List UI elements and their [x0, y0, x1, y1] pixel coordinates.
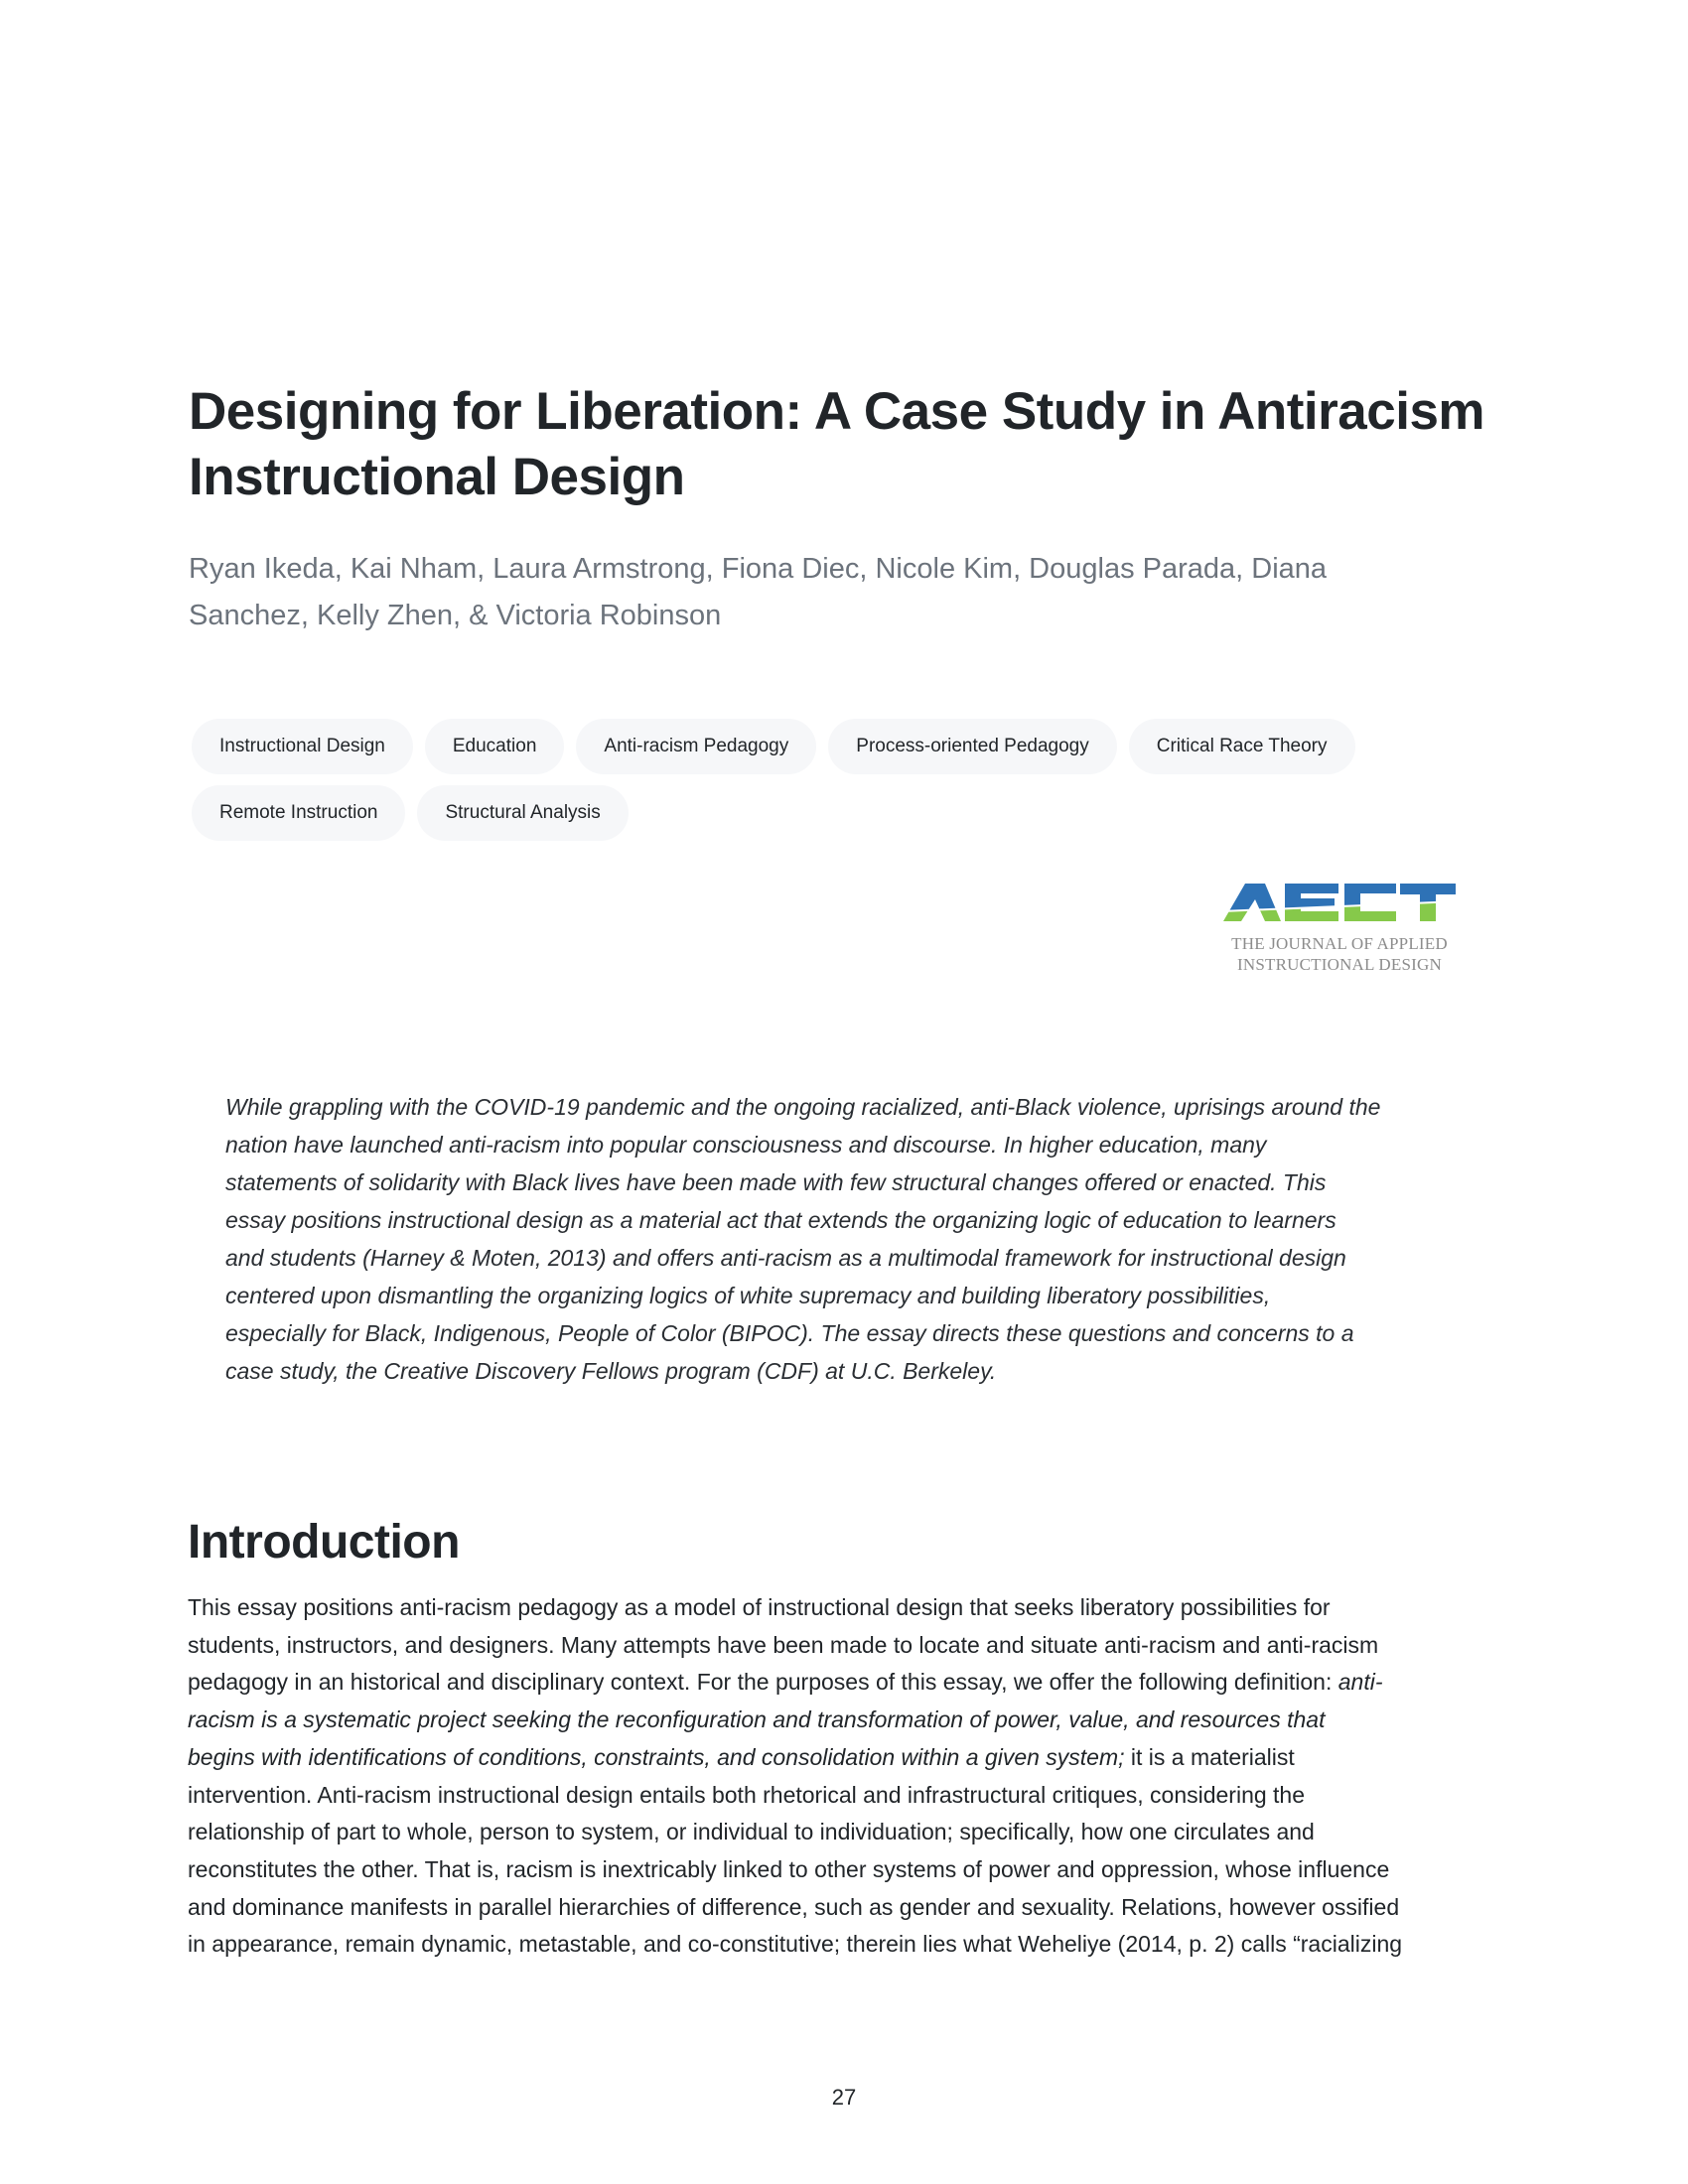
tag-process-oriented-pedagogy[interactable]: Process-oriented Pedagogy	[828, 719, 1116, 774]
introduction-paragraph	[188, 1589, 1506, 1964]
body-line	[188, 1777, 1506, 1815]
body-text: and dominance manifests in parallel hierarchies of difference, such as gender and sexuality. Relations, however ossified	[188, 1893, 1400, 1920]
body-text: reconstitutes the other. That is, racism is inextricably linked to other systems of power and oppression, whose influence	[188, 1855, 1390, 1882]
tag-anti-racism-pedagogy[interactable]: Anti-racism Pedagogy	[576, 719, 816, 774]
italic-definition-text: begins with identifications of conditions, constraints, and consolidation within a given system;	[188, 1743, 1125, 1770]
body-text: relationship of part to whole, person to system, or individual to individuation; specifically, how one circulates and	[188, 1819, 1315, 1845]
author-line: Ryan Ikeda, Kai Nham, Laura Armstrong, Fiona Diec, Nicole Kim, Douglas Parada, Diana	[189, 553, 1328, 585]
body-text: intervention. Anti-racism instructional design entails both rhetorical and infrastructural critiques, considering the	[188, 1781, 1306, 1808]
abstract-line: and students (Harney & Moten, 2013) and offers anti-racism as a multimodal framework for instructional design	[225, 1245, 1346, 1271]
body-line	[188, 1664, 1506, 1702]
tag-critical-race-theory[interactable]: Critical Race Theory	[1129, 719, 1355, 774]
body-line	[188, 1589, 1506, 1627]
body-text: students, instructors, and designers. Many attempts have been made to locate and situate anti-racism and anti-racism	[188, 1631, 1379, 1658]
abstract-line: While grappling with the COVID-19 pandemic and the ongoing racialized, anti-Black violence, uprisings around the	[225, 1094, 1381, 1120]
body-line	[188, 1851, 1506, 1889]
page-number: 27	[831, 2085, 857, 2110]
italic-definition-text: racism is a systematic project seeking the reconfiguration and transformation of power, value, and resources that	[188, 1706, 1326, 1733]
italic-definition-text: anti-	[1337, 1669, 1383, 1696]
body-line	[188, 1627, 1506, 1665]
body-line	[188, 1814, 1506, 1851]
abstract-line: nation have launched anti-racism into popular consciousness and discourse. In higher education, many	[225, 1132, 1267, 1158]
abstract-line: statements of solidarity with Black lives have been made with few structural changes offered or enacted. This	[225, 1169, 1327, 1195]
abstract-line: especially for Black, Indigenous, People of Color (BIPOC). The essay directs these questions and concerns to a	[225, 1320, 1354, 1346]
keyword-tags	[192, 719, 1512, 841]
tag-instructional-design[interactable]: Instructional Design	[192, 719, 413, 774]
body-line	[188, 1889, 1506, 1927]
tag-remote-instruction[interactable]: Remote Instruction	[192, 785, 405, 841]
tag-structural-analysis[interactable]: Structural Analysis	[417, 785, 628, 841]
article-title-line: Instructional Design	[189, 448, 685, 506]
abstract-line: case study, the Creative Discovery Fellows program (CDF) at U.C. Berkeley.	[225, 1358, 997, 1384]
body-line	[188, 1926, 1506, 1964]
section-heading-introduction: Introduction	[188, 1516, 460, 1569]
body-text: it is a materialist	[1124, 1743, 1295, 1770]
body-text: in appearance, remain dynamic, metastable, and co-constitutive; therein lies what Weheliye (2014, p. 2) calls “racializing	[188, 1931, 1403, 1958]
abstract	[225, 1088, 1472, 1390]
abstract-line: essay positions instructional design as a material act that extends the organizing logic of education to learners	[225, 1207, 1336, 1233]
author-line: Sanchez, Kelly Zhen, & Victoria Robinson	[189, 600, 722, 631]
body-line	[188, 1739, 1506, 1777]
body-line	[188, 1702, 1506, 1739]
logo-journal-line-2: INSTRUCTIONAL DESIGN	[1237, 955, 1442, 974]
article-title	[189, 379, 1499, 510]
journal-logo	[1217, 878, 1462, 981]
body-text: This essay positions anti-racism pedagogy as a model of instructional design that seeks liberatory possibilities for	[188, 1594, 1331, 1620]
aect-wordmark-icon	[1221, 884, 1458, 921]
body-text: pedagogy in an historical and disciplinary context. For the purposes of this essay, we offer the following definition:	[188, 1669, 1338, 1696]
article-title-line: Designing for Liberation: A Case Study in Antiracism	[189, 382, 1485, 441]
abstract-line: centered upon dismantling the organizing logics of white supremacy and building liberatory possibilities,	[225, 1283, 1271, 1308]
logo-journal-line-1: THE JOURNAL OF APPLIED	[1231, 934, 1448, 953]
tag-education[interactable]: Education	[425, 719, 565, 774]
author-list	[189, 546, 1499, 639]
